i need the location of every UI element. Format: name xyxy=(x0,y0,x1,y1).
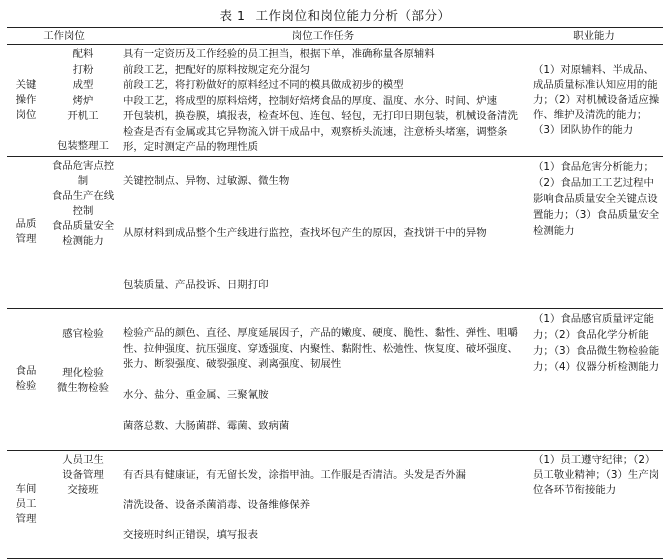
position-cell xyxy=(45,308,121,451)
ability-cell: （1）对原辅料、半成品、成品质量标准认知应用的能力；（2）对机械设备适应操作、维护及清洗的能力；（3）团队协作的能力 xyxy=(525,45,663,157)
task-cell xyxy=(121,156,525,308)
ability-cell: （1）员工遵守纪律；（2）员工敬业精神；（3）生产岗位各环节衔接能力 xyxy=(525,451,663,559)
position-cell xyxy=(45,451,121,559)
job-ability-table xyxy=(7,27,663,559)
ability-cell: （1）食品危害分析能力；（2）食品加工工艺过程中影响食品质量安全关键点设置能力；（3）食品质量安全检测能力 xyxy=(525,156,663,308)
category-cell: 车间 员工 管理 xyxy=(7,451,45,559)
position-name: 开机工 xyxy=(67,110,99,122)
table-row xyxy=(7,156,663,308)
task-line: 关键控制点、异物、过敏源、微生物 xyxy=(123,174,290,187)
header-vocational-ability: 职业能力 xyxy=(573,29,615,42)
position-name: 交接班 xyxy=(67,484,99,496)
task-cell xyxy=(121,308,525,451)
task-line: 有否具有健康证，有无留长发，涂指甲油。工作服是否清洁。头发是否外漏 xyxy=(123,469,466,481)
task-line: 包装质量、产品投诉、日期打印 xyxy=(123,278,269,291)
task-line: 检验产品的颜色、直径、厚度延展因子，产品的嫩度、硬度、脆性、黏性、弹性、咀嚼性、拉伸强度、抗压强度、穿透强度、内聚性、黏附性、松弛性、恢复度、破坏强度、张力、断裂强度、破裂强度、剥离强度、韧展性 xyxy=(123,327,518,370)
position-name: 设备管理 xyxy=(62,469,104,481)
position-cell xyxy=(45,156,121,308)
position-name: 感官检验 xyxy=(62,327,104,340)
position-name: 食品质量安全检测能力 xyxy=(51,219,115,247)
table-row xyxy=(7,451,663,559)
header-job-position: 工作岗位 xyxy=(43,29,85,42)
position-name: 包装整理工 xyxy=(57,139,109,152)
position-name: 食品危害点控制 xyxy=(51,159,115,187)
header-job-tasks: 岗位工作任务 xyxy=(291,29,355,42)
position-name: 理化检验 xyxy=(62,366,104,379)
position-name: 微生物检验 xyxy=(57,381,109,394)
table-row xyxy=(7,45,663,157)
position-name: 食品生产在线控制 xyxy=(51,189,115,217)
task-line: 水分、盐分、重金属、三聚氰胺 xyxy=(123,389,269,401)
table-number: 表 1 xyxy=(219,8,246,23)
table-row xyxy=(7,308,663,451)
table-header-row xyxy=(7,28,663,45)
category-cell: 品质 管理 xyxy=(7,156,45,308)
position-name: 打粉 xyxy=(72,63,94,76)
category-cell: 食品 检验 xyxy=(7,308,45,451)
task-line: 从原材料到成品整个生产线进行监控，查找坏包产生的原因，查找饼干中的异物 xyxy=(123,226,487,239)
task-line: 菌落总数、大肠菌群、霉菌、致病菌 xyxy=(123,420,290,432)
position-name: 配料 xyxy=(72,48,94,60)
position-cell xyxy=(45,45,121,157)
task-cell xyxy=(121,451,525,559)
position-name: 成型 xyxy=(72,79,94,91)
task-line: 交接班时纠正错误，填写报表 xyxy=(123,529,259,541)
task-cell: 具有一定资历及工作经验的员工担当，根据下单，准确称量各原辅料 前段工艺，把配好的原料按规定充分混匀 前段工艺，将打粉做好的原料经过不同的模具做成初步的模型 中段工艺，将成型的原料焙烤，控制好焙烤食品的厚度、温度、水分、时间、炉速 开包装机，换卷膜，填报表，检查坏包、连包、轻包，无打印日期包装，机械设备清洗 检查是否有金属或其它异物流入饼干成品中，观察桥头流速，注意桥头堵塞，调整条形，定时测定产品的物理性质 xyxy=(121,45,525,157)
task-line: 清洗设备、设备杀菌消毒、设备维修保养 xyxy=(123,499,311,511)
position-name: 烤炉 xyxy=(72,94,94,107)
position-name: 人员卫生 xyxy=(62,454,104,466)
table-title: 工作岗位和岗位能力分析（部分） xyxy=(255,8,451,23)
category-cell: 关键 操作 岗位 xyxy=(7,45,45,157)
ability-cell: （1）食品感官质量评定能力；（2）食品化学分析能力；（3）食品微生物检验能力；（4）仪器分析检测能力 xyxy=(525,308,663,451)
table-caption xyxy=(0,6,670,24)
